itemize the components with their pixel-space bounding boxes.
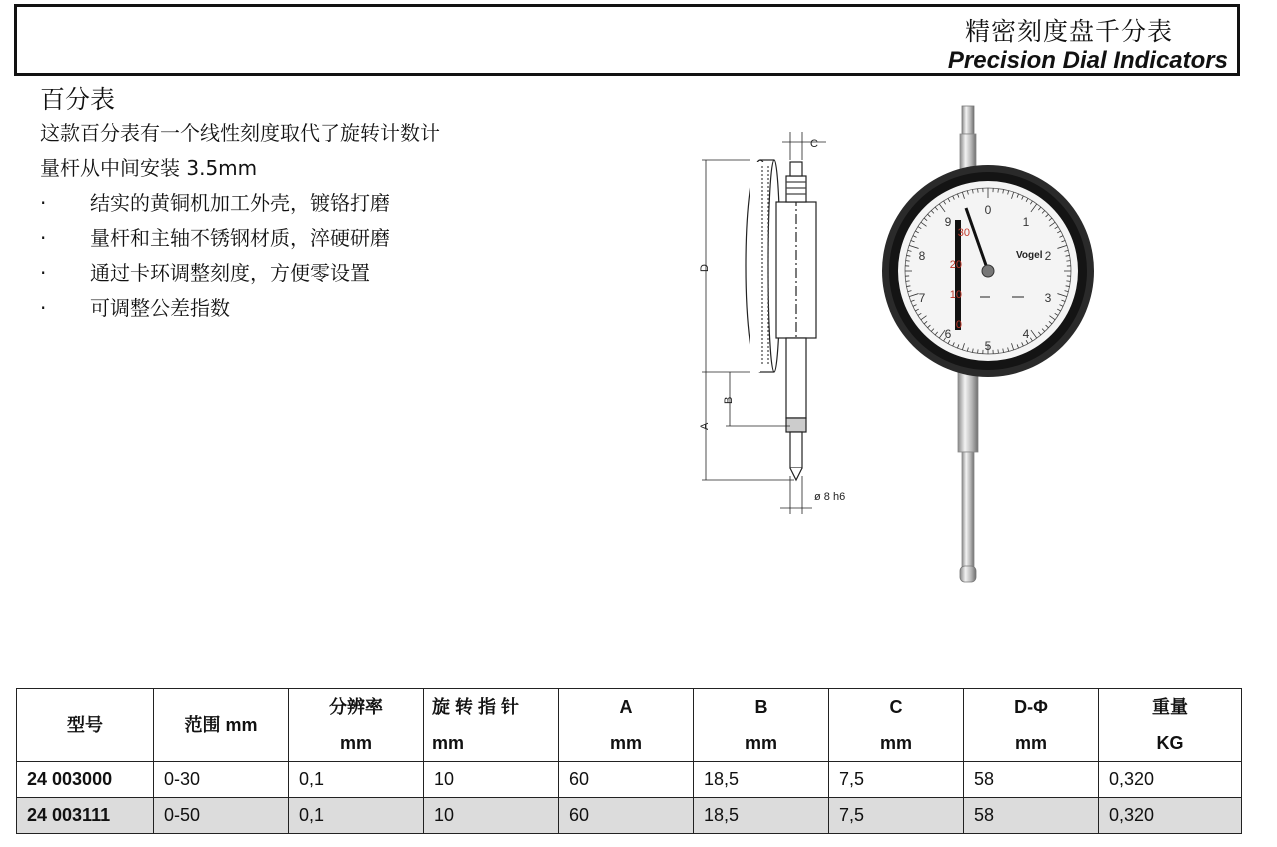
title-chinese: 精密刻度盘千分表 [964, 17, 1173, 46]
dial-tick [998, 189, 999, 193]
counter-number: 0 [955, 319, 962, 331]
table-row [17, 798, 1242, 834]
dial-number: 6 [944, 327, 952, 341]
dimension-a-cell: 60 [559, 798, 694, 834]
table-row [17, 762, 1242, 798]
feature-text: 可调整公差指数 [90, 296, 230, 320]
dial-number: 3 [1044, 291, 1052, 305]
dial-tick [1066, 281, 1070, 282]
counter-number: 30 [957, 227, 970, 239]
dimension-b-cell: 18,5 [694, 798, 829, 834]
column-header: 范围 mm [154, 689, 289, 762]
dimension-b-cell: 18,5 [694, 762, 829, 798]
column-header: 分辨率 mm [289, 689, 424, 762]
column-header: C mm [829, 689, 964, 762]
dial-number: 5 [984, 339, 992, 353]
counter-number: 10 [949, 289, 962, 301]
dimension-label-a: A [699, 422, 711, 430]
bullet-icon: · [40, 261, 47, 285]
header-box [14, 4, 1240, 76]
dial-tick [906, 281, 910, 282]
range-cell: 0-30 [154, 762, 289, 798]
feature-item [40, 291, 440, 326]
feature-text: 量杆和主轴不锈钢材质，淬硬研磨 [90, 226, 390, 250]
dial-tick [906, 261, 910, 262]
resolution-cell: 0,1 [289, 762, 424, 798]
weight-cell: 0,320 [1099, 798, 1242, 834]
dimension-c-cell: 7,5 [829, 798, 964, 834]
dimension-label-c: C [810, 138, 818, 150]
dimension-a-cell: 60 [559, 762, 694, 798]
revolution-cell: 10 [424, 798, 559, 834]
column-header: 旋 转 指 针 mm [424, 689, 559, 762]
model-number-cell: 24 003000 [17, 762, 154, 798]
description-line: 量杆从中间安装 3.5mm [40, 156, 258, 180]
description-line: 这款百分表有一个线性刻度取代了旋转计数计 [40, 121, 440, 145]
feature-item [40, 186, 440, 221]
dimension-c-cell: 7,5 [829, 762, 964, 798]
range-cell: 0-50 [154, 798, 289, 834]
feature-text: 结实的黄铜机加工外壳，镀铬打磨 [90, 191, 390, 215]
dial-number: 9 [944, 215, 952, 229]
column-header: A mm [559, 689, 694, 762]
column-header: 重量 KG [1099, 689, 1242, 762]
product-figure [690, 96, 1110, 596]
dial-number: 0 [984, 203, 992, 217]
feature-text: 通过卡环调整刻度，方便零设置 [90, 261, 370, 285]
bullet-icon: · [40, 191, 47, 215]
revolution-cell: 10 [424, 762, 559, 798]
counter-number: 20 [949, 259, 962, 271]
side-view-drawing [702, 132, 826, 514]
description [40, 84, 440, 326]
dial-number: 8 [918, 249, 926, 263]
dimension-d-cell: 58 [964, 798, 1099, 834]
specifications-table [16, 688, 1242, 834]
dimension-label-b: B [723, 396, 735, 404]
dimension-label-d: D [699, 264, 711, 272]
feature-list [40, 186, 440, 326]
resolution-cell: 0,1 [289, 798, 424, 834]
dial-number: 2 [1044, 249, 1052, 263]
section-heading: 百分表 [40, 85, 116, 114]
dial-tick [1066, 261, 1070, 262]
column-header: 型号 [17, 689, 154, 762]
brand-logo: Vogel [1016, 250, 1043, 261]
feature-item [40, 221, 440, 256]
table-header-row [17, 689, 1242, 762]
bullet-icon: · [40, 296, 47, 320]
column-header: B mm [694, 689, 829, 762]
dimension-d-cell: 58 [964, 762, 1099, 798]
column-header: D-Φ mm [964, 689, 1099, 762]
feature-item [40, 256, 440, 291]
dial-tick [978, 189, 979, 193]
bullet-icon: · [40, 226, 47, 250]
weight-cell: 0,320 [1099, 762, 1242, 798]
dial-tick [978, 349, 979, 353]
dial-number: 4 [1022, 327, 1030, 341]
dimension-label-stem: ø 8 h6 [814, 491, 846, 503]
dial-number: 1 [1022, 215, 1030, 229]
title-english: Precision Dial Indicators [947, 47, 1228, 74]
dial-number: 7 [918, 291, 926, 305]
model-number-cell: 24 003111 [17, 798, 154, 834]
dial-tick [998, 349, 999, 353]
